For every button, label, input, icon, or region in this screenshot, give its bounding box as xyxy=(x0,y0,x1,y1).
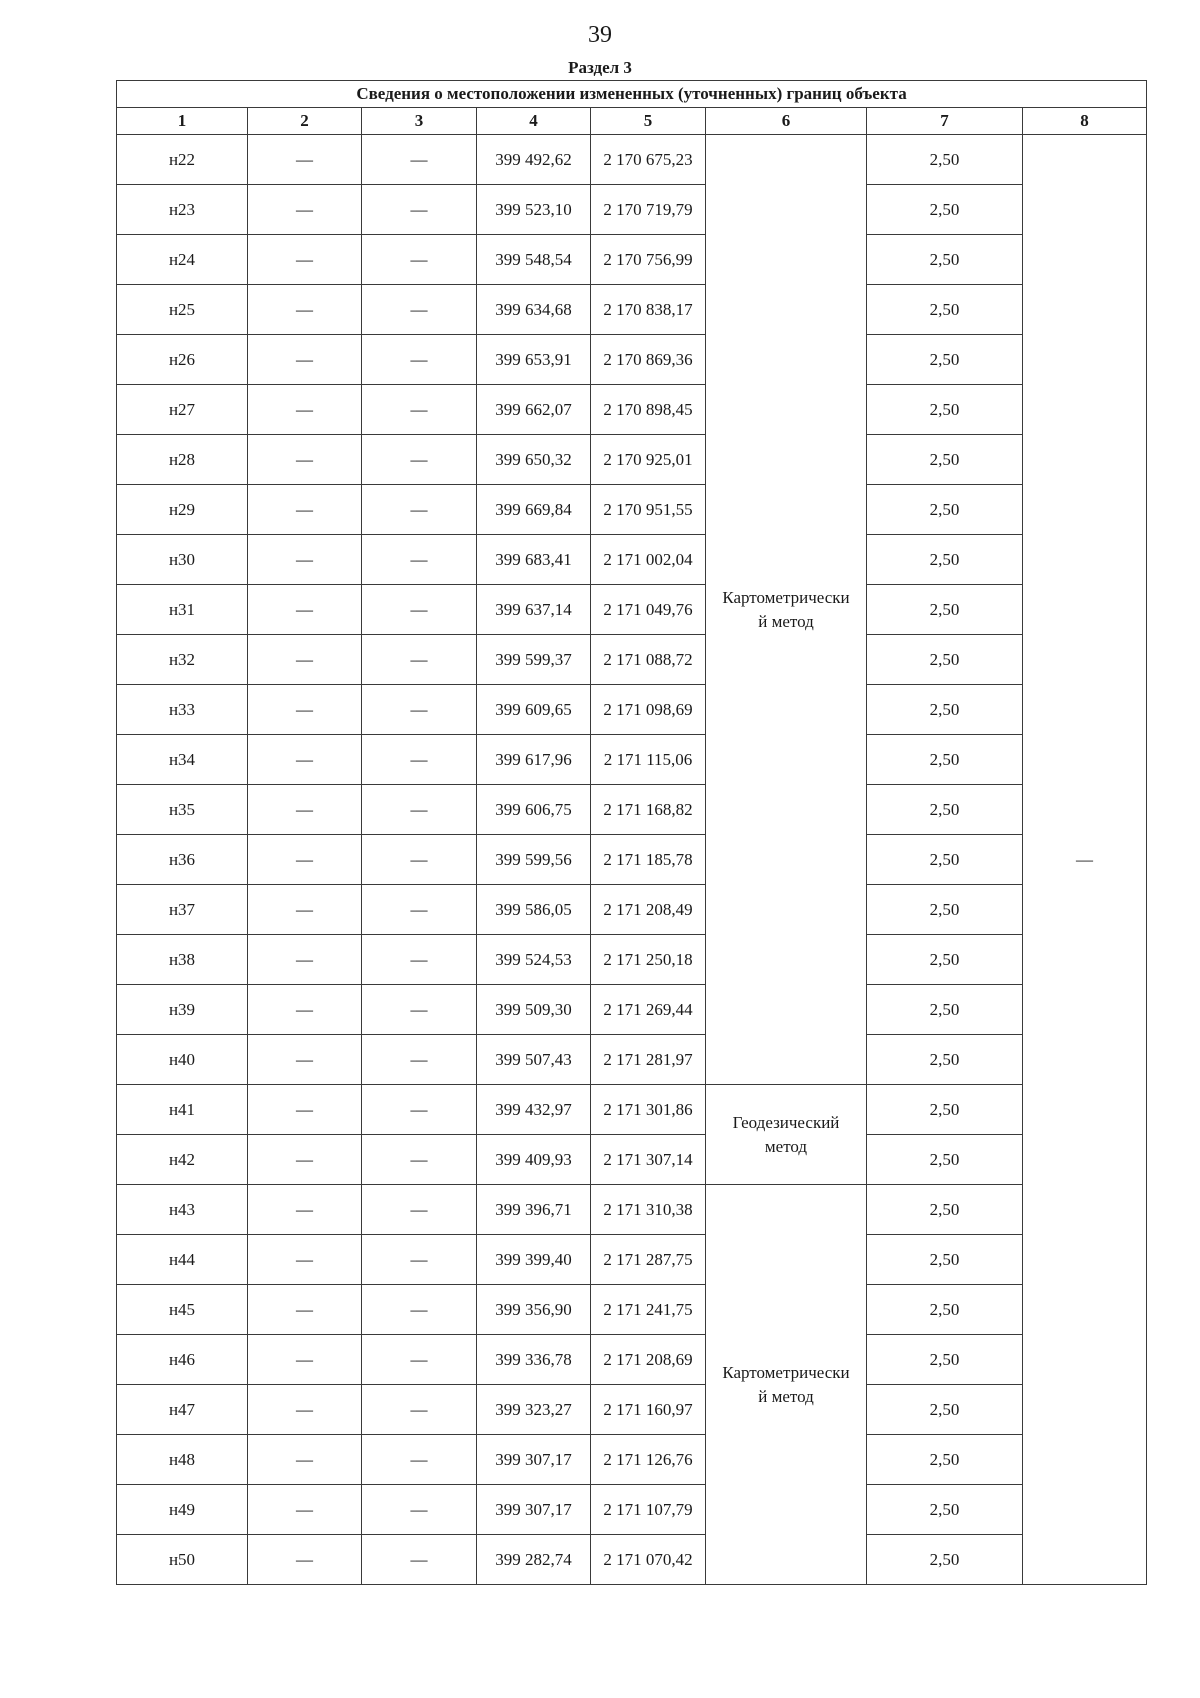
x-coordinate-cell: 399 653,91 xyxy=(477,335,591,385)
column-2-cell: — xyxy=(248,1085,362,1135)
point-name-cell: н22 xyxy=(117,135,248,185)
column-3-cell: — xyxy=(362,1035,477,1085)
method-label-line: Геодезический xyxy=(732,1112,840,1132)
column-2-cell: — xyxy=(248,185,362,235)
precision-cell: 2,50 xyxy=(867,235,1023,285)
column-3-cell: — xyxy=(362,1085,477,1135)
y-coordinate-cell: 2 171 115,06 xyxy=(591,735,706,785)
x-coordinate-cell: 399 586,05 xyxy=(477,885,591,935)
y-coordinate-cell: 2 171 287,75 xyxy=(591,1235,706,1285)
point-name-cell: н49 xyxy=(117,1485,248,1535)
precision-cell: 2,50 xyxy=(867,135,1023,185)
point-name-cell: н40 xyxy=(117,1035,248,1085)
x-coordinate-cell: 399 336,78 xyxy=(477,1335,591,1385)
precision-cell: 2,50 xyxy=(867,585,1023,635)
x-coordinate-cell: 399 662,07 xyxy=(477,385,591,435)
precision-cell: 2,50 xyxy=(867,485,1023,535)
precision-cell: 2,50 xyxy=(867,1385,1023,1435)
x-coordinate-cell: 399 307,17 xyxy=(477,1435,591,1485)
column-number: 6 xyxy=(706,108,867,135)
table-row xyxy=(117,1385,1147,1435)
y-coordinate-cell: 2 171 307,14 xyxy=(591,1135,706,1185)
method-cell xyxy=(706,1085,867,1185)
table-row xyxy=(117,885,1147,935)
y-coordinate-cell: 2 170 951,55 xyxy=(591,485,706,535)
column-3-cell: — xyxy=(362,1435,477,1485)
column-2-cell: — xyxy=(248,985,362,1035)
x-coordinate-cell: 399 650,32 xyxy=(477,435,591,485)
table-row xyxy=(117,435,1147,485)
x-coordinate-cell: 399 617,96 xyxy=(477,735,591,785)
table-row xyxy=(117,1185,1147,1235)
precision-cell: 2,50 xyxy=(867,1235,1023,1285)
column-3-cell: — xyxy=(362,385,477,435)
x-coordinate-cell: 399 399,40 xyxy=(477,1235,591,1285)
column-3-cell: — xyxy=(362,585,477,635)
column-2-cell: — xyxy=(248,335,362,385)
column-2-cell: — xyxy=(248,1285,362,1335)
column-3-cell: — xyxy=(362,1535,477,1585)
column-3-cell: — xyxy=(362,1385,477,1435)
y-coordinate-cell: 2 170 898,45 xyxy=(591,385,706,435)
precision-cell: 2,50 xyxy=(867,1285,1023,1335)
precision-cell: 2,50 xyxy=(867,385,1023,435)
y-coordinate-cell: 2 171 208,69 xyxy=(591,1335,706,1385)
x-coordinate-cell: 399 396,71 xyxy=(477,1185,591,1235)
method-cell xyxy=(706,135,867,1085)
y-coordinate-cell: 2 171 088,72 xyxy=(591,635,706,685)
precision-cell: 2,50 xyxy=(867,1085,1023,1135)
point-name-cell: н34 xyxy=(117,735,248,785)
precision-cell: 2,50 xyxy=(867,1185,1023,1235)
table-row xyxy=(117,335,1147,385)
column-3-cell: — xyxy=(362,485,477,535)
precision-cell: 2,50 xyxy=(867,935,1023,985)
table-row xyxy=(117,585,1147,635)
y-coordinate-cell: 2 171 301,86 xyxy=(591,1085,706,1135)
page-number: 39 xyxy=(588,22,612,48)
section-title: Раздел 3 xyxy=(568,58,632,77)
y-coordinate-cell: 2 171 126,76 xyxy=(591,1435,706,1485)
method-label-line: Картометрически xyxy=(722,587,850,607)
x-coordinate-cell: 399 282,74 xyxy=(477,1535,591,1585)
x-coordinate-cell: 399 323,27 xyxy=(477,1385,591,1435)
y-coordinate-cell: 2 171 070,42 xyxy=(591,1535,706,1585)
precision-cell: 2,50 xyxy=(867,985,1023,1035)
table-row xyxy=(117,185,1147,235)
point-name-cell: н31 xyxy=(117,585,248,635)
table-row xyxy=(117,935,1147,985)
column-2-cell: — xyxy=(248,1235,362,1285)
column-3-cell: — xyxy=(362,185,477,235)
x-coordinate-cell: 399 683,41 xyxy=(477,535,591,585)
y-coordinate-cell: 2 171 250,18 xyxy=(591,935,706,985)
column-3-cell: — xyxy=(362,1485,477,1535)
x-coordinate-cell: 399 507,43 xyxy=(477,1035,591,1085)
column-3-cell: — xyxy=(362,1235,477,1285)
table-row xyxy=(117,1285,1147,1335)
y-coordinate-cell: 2 171 241,75 xyxy=(591,1285,706,1335)
x-coordinate-cell: 399 492,62 xyxy=(477,135,591,185)
table-row xyxy=(117,1335,1147,1385)
column-number-row xyxy=(117,108,1147,135)
table-row xyxy=(117,735,1147,785)
x-coordinate-cell: 399 599,56 xyxy=(477,835,591,885)
column-3-cell: — xyxy=(362,985,477,1035)
table-row xyxy=(117,1035,1147,1085)
column-number: 1 xyxy=(117,108,248,135)
y-coordinate-cell: 2 171 107,79 xyxy=(591,1485,706,1535)
table-row xyxy=(117,635,1147,685)
column-2-cell: — xyxy=(248,385,362,435)
x-coordinate-cell: 399 524,53 xyxy=(477,935,591,985)
column-2-cell: — xyxy=(248,535,362,585)
column-2-cell: — xyxy=(248,1035,362,1085)
point-name-cell: н39 xyxy=(117,985,248,1035)
column-2-cell: — xyxy=(248,235,362,285)
column-3-cell: — xyxy=(362,1285,477,1335)
point-name-cell: н23 xyxy=(117,185,248,235)
point-name-cell: н44 xyxy=(117,1235,248,1285)
precision-cell: 2,50 xyxy=(867,285,1023,335)
x-coordinate-cell: 399 432,97 xyxy=(477,1085,591,1135)
column-2-cell: — xyxy=(248,285,362,335)
method-label-line: Картометрически xyxy=(722,1362,850,1382)
y-coordinate-cell: 2 170 925,01 xyxy=(591,435,706,485)
precision-cell: 2,50 xyxy=(867,685,1023,735)
precision-cell: 2,50 xyxy=(867,635,1023,685)
precision-cell: 2,50 xyxy=(867,1485,1023,1535)
point-name-cell: н37 xyxy=(117,885,248,935)
point-name-cell: н48 xyxy=(117,1435,248,1485)
y-coordinate-cell: 2 171 168,82 xyxy=(591,785,706,835)
column-3-cell: — xyxy=(362,535,477,585)
point-name-cell: н33 xyxy=(117,685,248,735)
point-name-cell: н46 xyxy=(117,1335,248,1385)
point-name-cell: н30 xyxy=(117,535,248,585)
y-coordinate-cell: 2 170 869,36 xyxy=(591,335,706,385)
method-label-line: й метод xyxy=(758,611,814,631)
precision-cell: 2,50 xyxy=(867,1435,1023,1485)
column-2-cell: — xyxy=(248,485,362,535)
x-coordinate-cell: 399 606,75 xyxy=(477,785,591,835)
x-coordinate-cell: 399 669,84 xyxy=(477,485,591,535)
x-coordinate-cell: 399 637,14 xyxy=(477,585,591,635)
column-number: 3 xyxy=(362,108,477,135)
precision-cell: 2,50 xyxy=(867,885,1023,935)
point-name-cell: н50 xyxy=(117,1535,248,1585)
table-row xyxy=(117,785,1147,835)
precision-cell: 2,50 xyxy=(867,335,1023,385)
table-row xyxy=(117,1535,1147,1585)
column-3-cell: — xyxy=(362,685,477,735)
precision-cell: 2,50 xyxy=(867,185,1023,235)
column-3-cell: — xyxy=(362,1185,477,1235)
y-coordinate-cell: 2 171 281,97 xyxy=(591,1035,706,1085)
column-3-cell: — xyxy=(362,1135,477,1185)
point-name-cell: н38 xyxy=(117,935,248,985)
point-name-cell: н43 xyxy=(117,1185,248,1235)
y-coordinate-cell: 2 171 160,97 xyxy=(591,1385,706,1435)
table-row xyxy=(117,1135,1147,1185)
table-row xyxy=(117,285,1147,335)
point-name-cell: н32 xyxy=(117,635,248,685)
precision-cell: 2,50 xyxy=(867,835,1023,885)
point-name-cell: н29 xyxy=(117,485,248,535)
precision-cell: 2,50 xyxy=(867,1135,1023,1185)
column-2-cell: — xyxy=(248,1135,362,1185)
y-coordinate-cell: 2 170 675,23 xyxy=(591,135,706,185)
y-coordinate-cell: 2 171 002,04 xyxy=(591,535,706,585)
column-3-cell: — xyxy=(362,935,477,985)
table-row xyxy=(117,535,1147,585)
y-coordinate-cell: 2 171 310,38 xyxy=(591,1185,706,1235)
point-name-cell: н24 xyxy=(117,235,248,285)
column-2-cell: — xyxy=(248,1385,362,1435)
column-3-cell: — xyxy=(362,835,477,885)
y-coordinate-cell: 2 171 098,69 xyxy=(591,685,706,735)
column-3-cell: — xyxy=(362,735,477,785)
column-3-cell: — xyxy=(362,435,477,485)
precision-cell: 2,50 xyxy=(867,735,1023,785)
column-3-cell: — xyxy=(362,235,477,285)
column-2-cell: — xyxy=(248,885,362,935)
column-number: 4 xyxy=(477,108,591,135)
x-coordinate-cell: 399 356,90 xyxy=(477,1285,591,1335)
column-3-cell: — xyxy=(362,635,477,685)
column-2-cell: — xyxy=(248,1185,362,1235)
column-2-cell: — xyxy=(248,135,362,185)
table-row xyxy=(117,835,1147,885)
table-row xyxy=(117,685,1147,735)
x-coordinate-cell: 399 609,65 xyxy=(477,685,591,735)
precision-cell: 2,50 xyxy=(867,1535,1023,1585)
table-row xyxy=(117,235,1147,285)
column-2-cell: — xyxy=(248,585,362,635)
column-3-cell: — xyxy=(362,785,477,835)
point-name-cell: н45 xyxy=(117,1285,248,1335)
column-number: 7 xyxy=(867,108,1023,135)
table-caption: Сведения о местоположении измененных (уточненных) границ объекта xyxy=(117,81,1147,108)
precision-cell: 2,50 xyxy=(867,535,1023,585)
table-row xyxy=(117,1085,1147,1135)
method-cell xyxy=(706,1185,867,1585)
x-coordinate-cell: 399 634,68 xyxy=(477,285,591,335)
column-3-cell: — xyxy=(362,1335,477,1385)
column-2-cell: — xyxy=(248,1335,362,1385)
point-name-cell: н42 xyxy=(117,1135,248,1185)
point-name-cell: н26 xyxy=(117,335,248,385)
method-label-line: й метод xyxy=(758,1386,814,1406)
column-number: 2 xyxy=(248,108,362,135)
x-coordinate-cell: 399 509,30 xyxy=(477,985,591,1035)
table-row xyxy=(117,1235,1147,1285)
column-number: 8 xyxy=(1023,108,1147,135)
x-coordinate-cell: 399 599,37 xyxy=(477,635,591,685)
point-name-cell: н47 xyxy=(117,1385,248,1435)
y-coordinate-cell: 2 170 719,79 xyxy=(591,185,706,235)
column-3-cell: — xyxy=(362,335,477,385)
column-number: 5 xyxy=(591,108,706,135)
y-coordinate-cell: 2 171 185,78 xyxy=(591,835,706,885)
column-2-cell: — xyxy=(248,785,362,835)
point-name-cell: н41 xyxy=(117,1085,248,1135)
method-label-line: метод xyxy=(764,1136,808,1156)
precision-cell: 2,50 xyxy=(867,1035,1023,1085)
column-2-cell: — xyxy=(248,1435,362,1485)
column-2-cell: — xyxy=(248,1535,362,1585)
column-3-cell: — xyxy=(362,285,477,335)
point-name-cell: н27 xyxy=(117,385,248,435)
point-name-cell: н25 xyxy=(117,285,248,335)
table-row xyxy=(117,985,1147,1035)
column-3-cell: — xyxy=(362,885,477,935)
column-2-cell: — xyxy=(248,735,362,785)
x-coordinate-cell: 399 548,54 xyxy=(477,235,591,285)
y-coordinate-cell: 2 170 756,99 xyxy=(591,235,706,285)
column-8-cell: — xyxy=(1023,135,1147,1585)
precision-cell: 2,50 xyxy=(867,435,1023,485)
point-name-cell: н36 xyxy=(117,835,248,885)
table-row xyxy=(117,1485,1147,1535)
column-2-cell: — xyxy=(248,1485,362,1535)
table-row xyxy=(117,1435,1147,1485)
column-2-cell: — xyxy=(248,635,362,685)
point-name-cell: н35 xyxy=(117,785,248,835)
column-2-cell: — xyxy=(248,435,362,485)
x-coordinate-cell: 399 307,17 xyxy=(477,1485,591,1535)
y-coordinate-cell: 2 171 269,44 xyxy=(591,985,706,1035)
point-name-cell: н28 xyxy=(117,435,248,485)
table-caption-row xyxy=(117,81,1147,108)
table-row xyxy=(117,385,1147,435)
table-row xyxy=(117,135,1147,185)
column-3-cell: — xyxy=(362,135,477,185)
table-row xyxy=(117,485,1147,535)
boundary-coordinates-table xyxy=(116,80,1147,1585)
column-2-cell: — xyxy=(248,685,362,735)
y-coordinate-cell: 2 171 049,76 xyxy=(591,585,706,635)
column-2-cell: — xyxy=(248,935,362,985)
y-coordinate-cell: 2 171 208,49 xyxy=(591,885,706,935)
x-coordinate-cell: 399 523,10 xyxy=(477,185,591,235)
y-coordinate-cell: 2 170 838,17 xyxy=(591,285,706,335)
precision-cell: 2,50 xyxy=(867,1335,1023,1385)
column-2-cell: — xyxy=(248,835,362,885)
precision-cell: 2,50 xyxy=(867,785,1023,835)
x-coordinate-cell: 399 409,93 xyxy=(477,1135,591,1185)
